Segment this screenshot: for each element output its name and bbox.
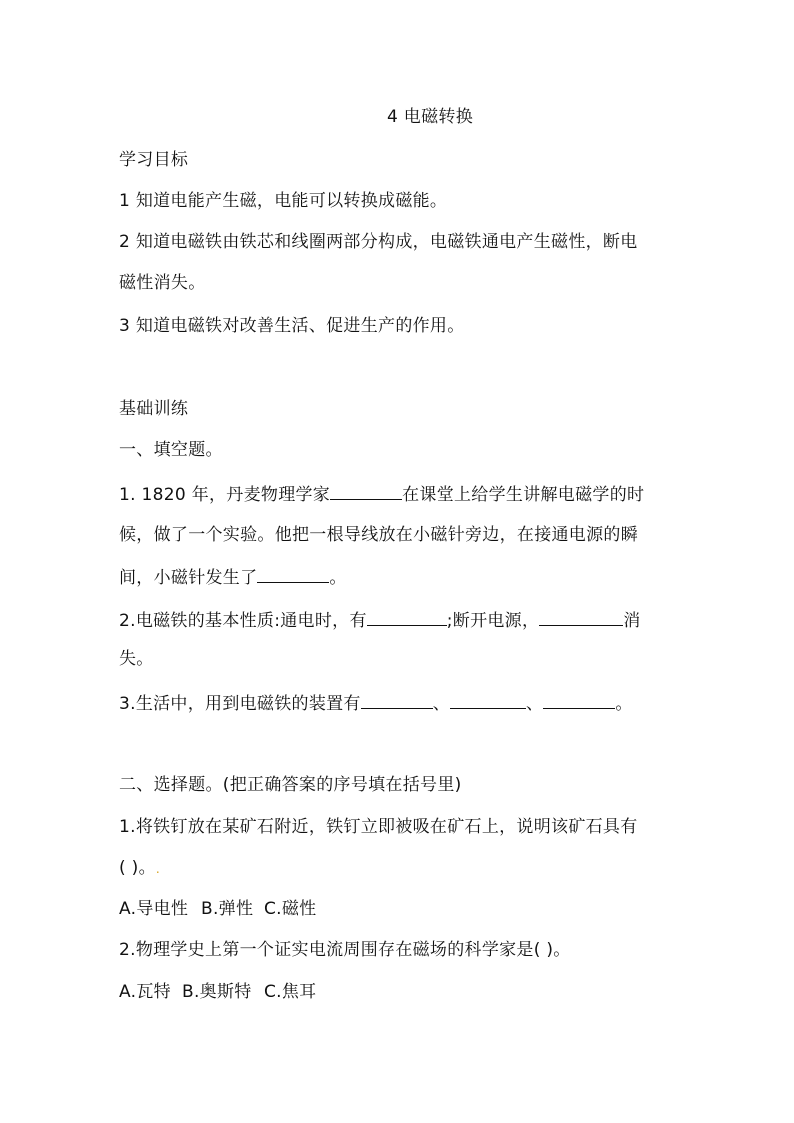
fill-question-1-line-3: [119, 566, 347, 588]
answer-blank[interactable]: [330, 483, 402, 500]
choice-question-2-options: [119, 982, 316, 1002]
goal-2-line-1: [119, 232, 675, 252]
q2-text-b: ;断开电源，: [446, 611, 540, 631]
answer-bracket[interactable]: ( )。: [119, 858, 156, 878]
q3-end: 。: [615, 694, 633, 714]
fill-question-1-line-1: [119, 483, 644, 505]
goal-3: 3 知道电磁铁对改善生活、促进生产的作用。: [119, 316, 465, 336]
answer-blank[interactable]: [257, 566, 329, 583]
choice-question-1-options: [119, 899, 316, 919]
fill-question-1-line-2: 候，做了一个实验。他把一根导线放在小磁针旁边，在接通电源的瞬: [119, 525, 638, 545]
q1-text-a: 1. 1820 年，丹麦物理学家: [119, 485, 331, 505]
q3-separator: 、: [526, 694, 544, 714]
q3-separator: 、: [432, 694, 451, 714]
stray-mark: .: [155, 862, 160, 876]
choice-question-1-line-1: 1.将铁钉放在某矿石附近，铁钉立即被吸在矿石上，说明该矿石具有: [119, 817, 638, 837]
option-c[interactable]: C.磁性: [264, 899, 317, 919]
q3-text-a: 3.生活中，用到电磁铁的装置有: [119, 694, 361, 714]
fill-question-3: [119, 692, 633, 714]
goal-2-line-2: 磁性消失。: [119, 273, 206, 293]
answer-blank[interactable]: [367, 609, 447, 626]
part1-heading: 一、填空题。: [119, 440, 223, 460]
q1-text-b: 在课堂上给学生讲解电磁学的时: [402, 485, 645, 505]
answer-blank[interactable]: [450, 692, 526, 709]
part2-heading: 二、选择题。(把正确答案的序号填在括号里): [119, 775, 462, 795]
goal-2-text: 2 知道电磁铁由铁芯和线圈两部分构成，电磁铁通电产生磁性，断电: [119, 232, 638, 252]
choice-question-1-line-2: [119, 858, 160, 879]
q2-text-c: 消: [623, 611, 641, 631]
goal-1: 1 知道电能产生磁，电能可以转换成磁能。: [119, 191, 448, 211]
q2-text-a: 2.电磁铁的基本性质:通电时，有: [119, 611, 367, 631]
option-b[interactable]: B.弹性: [201, 899, 254, 919]
choice-question-2-line-1: 2.物理学史上第一个证实电流周围存在磁场的科学家是( )。: [119, 940, 571, 960]
option-b[interactable]: B.奥斯特: [182, 982, 252, 1002]
q1-text-d: 。: [329, 568, 347, 588]
fill-question-2-line-1: [119, 609, 641, 631]
fill-question-2-line-2: 失。: [119, 649, 154, 669]
option-c[interactable]: C.焦耳: [264, 982, 317, 1002]
answer-blank[interactable]: [539, 609, 623, 626]
section-heading-training: 基础训练: [119, 399, 189, 419]
q1-text-c: 间，小磁针发生了: [119, 568, 258, 588]
answer-blank[interactable]: [361, 692, 433, 709]
option-a[interactable]: A.瓦特: [119, 982, 171, 1002]
document-title: 4 电磁转换: [386, 107, 474, 127]
section-heading-goals: 学习目标: [119, 150, 189, 170]
option-a[interactable]: A.导电性: [119, 899, 189, 919]
answer-blank[interactable]: [543, 692, 615, 709]
